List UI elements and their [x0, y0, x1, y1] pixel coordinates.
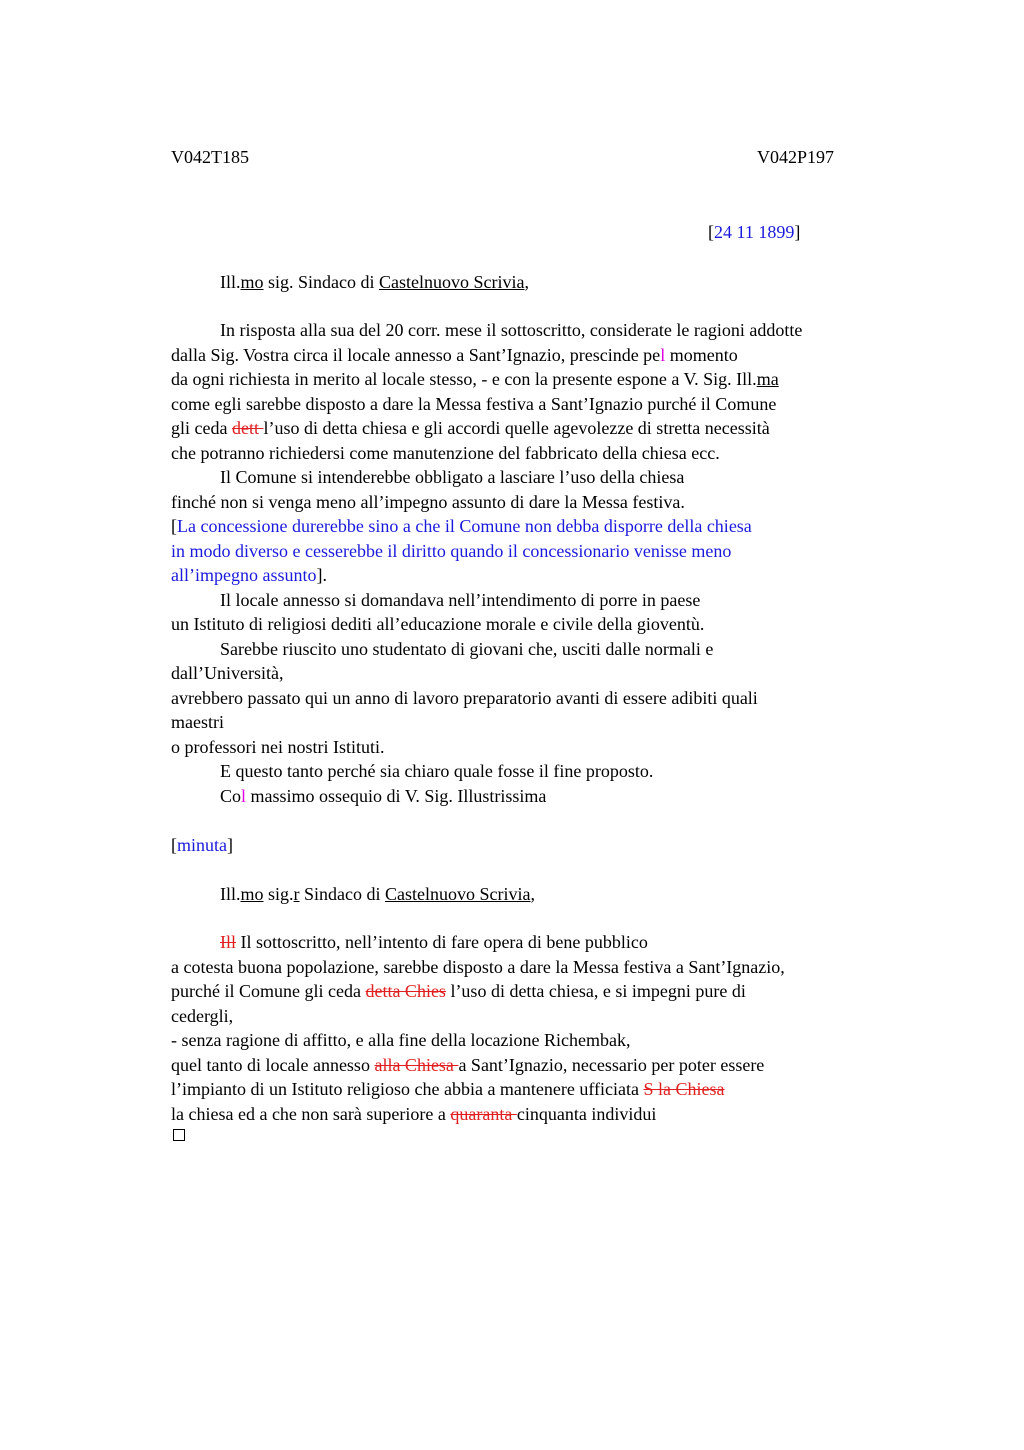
- letter1-line: finché non si venga meno all’impegno assunto di dare la Messa festiva.: [171, 492, 685, 512]
- letter1-line: gli ceda dett l’uso di detta chiesa e gli accordi quelle agevolezze di stretta necessità: [171, 418, 770, 438]
- letter2-line: la chiesa ed a che non sarà superiore a quaranta cinquanta individui: [171, 1104, 657, 1124]
- deleted-text: S la Chiesa: [643, 1079, 725, 1099]
- letter1-line: In risposta alla sua del 20 corr. mese il sottoscritto, considerate le ragioni addotte: [220, 320, 803, 340]
- letter1-line: Il Comune si intenderebbe obbligato a lasciare l’uso della chiesa: [220, 467, 685, 487]
- letter2-line: - senza ragione di affitto, e alla fine della locazione Richembak,: [171, 1030, 631, 1050]
- letter2-line: quel tanto di locale annesso alla Chiesa a Sant’Ignazio, necessario per poter essere: [171, 1055, 765, 1075]
- date-value: 24 11 1899: [714, 222, 795, 242]
- letter2-line: cedergli,: [171, 1006, 234, 1026]
- letter1-line: Sarebbe riuscito uno studentato di giovani che, usciti dalle normali e: [220, 639, 714, 659]
- deleted-text: quaranta: [450, 1104, 517, 1124]
- deleted-text: dett: [231, 418, 264, 438]
- letter1-line: o professori nei nostri Istituti.: [171, 737, 385, 757]
- deleted-text: alla Chiesa: [374, 1055, 459, 1075]
- letter1-line: E questo tanto perché sia chiaro quale fosse il fine proposto.: [220, 761, 654, 781]
- letter1-line: che potranno richiedersi come manutenzione del fabbricato della chiesa ecc.: [171, 443, 720, 463]
- letter2-line: l’impianto di un Istituto religioso che abbia a mantenere ufficiata S la Chiesa: [171, 1079, 725, 1099]
- letter1-line: in modo diverso e cesserebbe il diritto quando il concessionario venisse meno: [171, 541, 732, 561]
- letter1-line: dalla Sig. Vostra circa il locale annesso a Sant’Ignazio, prescinde pel momento: [171, 345, 738, 365]
- letter1-line: come egli sarebbe disposto a dare la Messa festiva a Sant’Ignazio purché il Comune: [171, 394, 777, 414]
- date-line: [24 11 1899]: [708, 222, 801, 242]
- letter2-salutation: Ill.mo sig.r Sindaco di Castelnuovo Scrivia,: [220, 884, 536, 904]
- letter1-line: un Istituto di religiosi dediti all’educazione morale e civile della gioventù.: [171, 614, 705, 634]
- letter1-line: all’impegno assunto].: [171, 565, 327, 585]
- deleted-text: Ill: [220, 932, 236, 952]
- header-left-code: V042T185: [171, 147, 249, 167]
- letter1-line: Il locale annesso si domandava nell’intendimento di porre in paese: [220, 590, 701, 610]
- letter1-salutation: Ill.mo sig. Sindaco di Castelnuovo Scrivia,: [220, 272, 529, 292]
- letter2-line: Ill Il sottoscritto, nell’intento di fare opera di bene pubblico: [220, 932, 648, 952]
- letter2-line: purché il Comune gli ceda detta Chies l’uso di detta chiesa, e si impegni pure di: [171, 981, 746, 1001]
- end-box-icon: [173, 1129, 185, 1141]
- letter1-line: [La concessione durerebbe sino a che il Comune non debba disporre della chiesa: [171, 516, 752, 536]
- letter1-line: da ogni richiesta in merito al locale stesso, - e con la presente espone a V. Sig. Ill.ma: [171, 369, 779, 389]
- letter2-line: a cotesta buona popolazione, sarebbe disposto a dare la Messa festiva a Sant’Ignazio,: [171, 957, 785, 977]
- letter1-line: avrebbero passato qui un anno di lavoro preparatorio avanti di essere adibiti quali: [171, 688, 758, 708]
- minuta-label: [minuta]: [171, 835, 233, 855]
- header-right-code: V042P197: [757, 147, 835, 167]
- letter1-line: maestri: [171, 712, 224, 732]
- letter1-line: dall’Università,: [171, 663, 284, 683]
- deleted-text: detta Chies: [365, 981, 446, 1001]
- letter1-closing: Col massimo ossequio di V. Sig. Illustrissima: [220, 786, 547, 806]
